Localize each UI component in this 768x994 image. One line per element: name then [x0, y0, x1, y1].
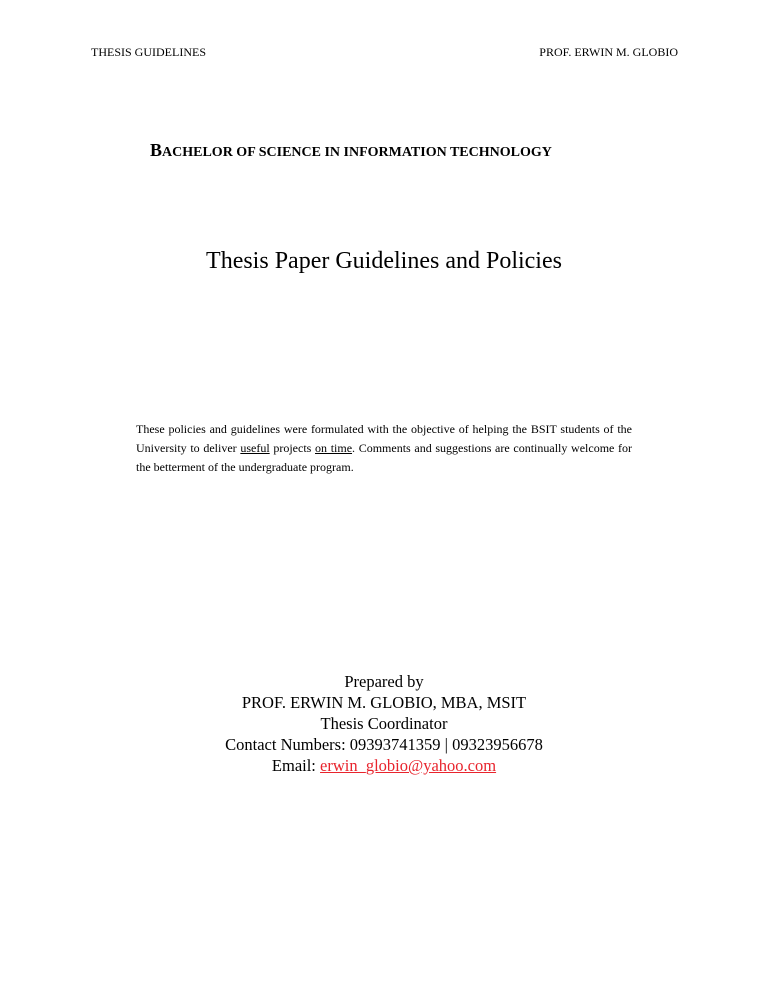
intro-paragraph	[136, 420, 632, 477]
header-document-name: THESIS GUIDELINES	[91, 45, 206, 59]
document-title: Thesis Paper Guidelines and Policies	[206, 248, 562, 274]
intro-text-part1: These policies and guidelines were formulated with the objective of helping the BSIT students of the University to deliver	[136, 422, 632, 455]
email-link[interactable]: erwin_globio@yahoo.com	[320, 756, 497, 775]
header-author-name: PROF. ERWIN M. GLOBIO	[539, 45, 678, 59]
program-title-initial: B	[150, 140, 163, 160]
intro-emphasis-on-time: on time	[315, 441, 353, 455]
author-name: PROF. ERWIN M. GLOBIO, MBA, MSIT	[241, 693, 527, 712]
author-role: Thesis Coordinator	[320, 714, 448, 733]
contact-numbers-label: Contact Numbers:	[225, 735, 350, 754]
email-line	[0, 755, 768, 776]
intro-emphasis-useful: useful	[240, 441, 270, 455]
prepared-by-label: Prepared by	[344, 672, 424, 691]
prepared-by-block	[0, 671, 768, 776]
contact-numbers: 09393741359 | 09323956678	[349, 735, 543, 754]
contact-numbers-line	[0, 734, 768, 755]
program-title-rest: ACHELOR OF SCIENCE IN INFORMATION TECHNOLOGY	[162, 145, 552, 160]
intro-text-part2: projects	[269, 441, 316, 455]
program-title	[150, 140, 552, 163]
email-label: Email:	[271, 756, 321, 775]
page-header	[91, 44, 678, 60]
intro-text-part3: . Comments and suggestions are continually welcome for the betterment of the undergraduate program.	[136, 441, 633, 474]
